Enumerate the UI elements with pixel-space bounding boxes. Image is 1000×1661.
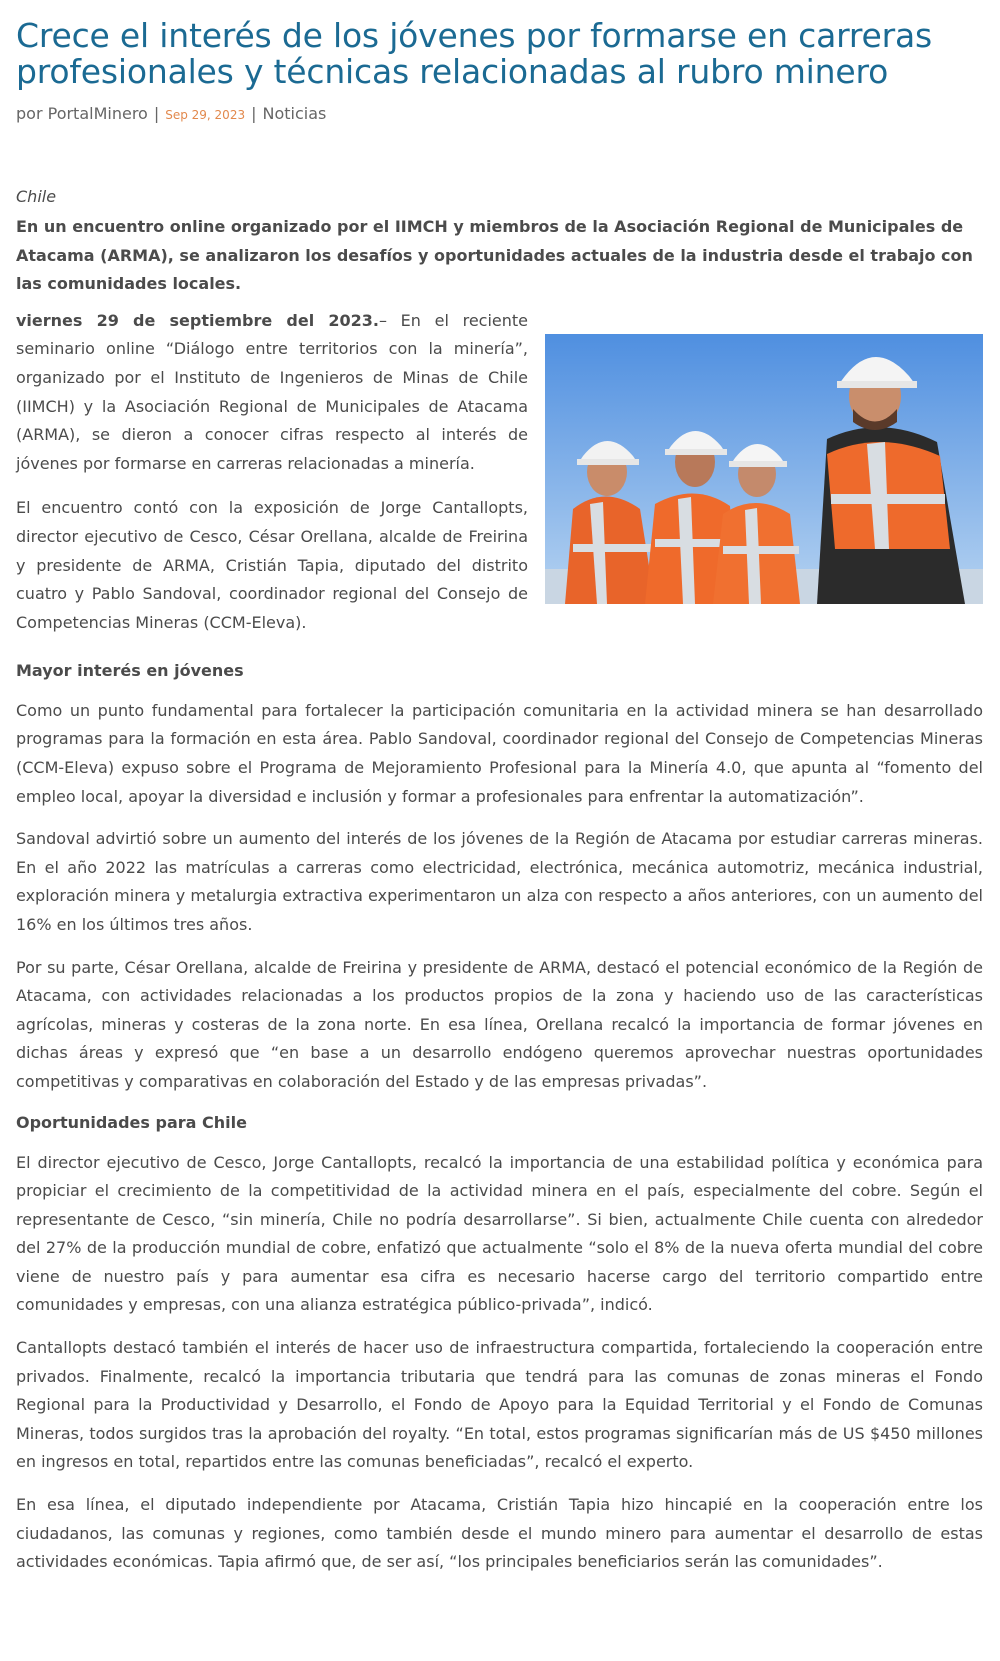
miners-photo-illustration bbox=[545, 334, 983, 604]
article-lead: En un encuentro online organizado por el IIMCH y miembros de la Asociación Regional de Municipales de Atacama (ARMA), se analizaron los desafíos y oportunidades actuales de la industria desde el trabajo con las comunidades locales. bbox=[16, 217, 973, 294]
article-location: Chile bbox=[16, 187, 57, 206]
article-title[interactable]: Crece el interés de los jóvenes por formarse en carreras profesionales y técnicas relacionadas al rubro minero bbox=[16, 16, 933, 91]
dateline: viernes 29 de septiembre del 2023. bbox=[16, 310, 379, 330]
article-photo bbox=[545, 334, 983, 604]
meta-separator: | bbox=[153, 104, 160, 123]
section2-paragraph-1: El director ejecutivo de Cesco, Jorge Cantallopts, recalcó la importancia de una estabilidad política y económica para propiciar el crecimiento de la competitividad de la actividad minera en el país, especialmente del cobre. Según el representante de Cesco, “sin minería, Chile no podría desarrollarse”. Si bien, actualmente Chile cuenta con alrededor del 27% de la producción mundial de cobre, enfatizó que actualmente “solo el 8% de la nueva oferta mundial del cobre viene de nuestro país y para aumentar esa cifra es necesario hacerse cargo del territorio compartido entre comunidades y empresas, con una alianza estratégica público-privada”, indicó. bbox=[16, 1152, 983, 1315]
intro-paragraph-1-text: – En el reciente seminario online “Diálogo entre territorios con la minería”, organizado por el Instituto de Ingenieros de Minas de Chile (IIMCH) y la Asociación Regional de Municipales de Atacama (ARMA), se dieron a conocer cifras respecto al interés de jóvenes por formarse en carreras relacionadas a minería. bbox=[16, 310, 529, 473]
section1-paragraph-1: Como un punto fundamental para fortalecer la participación comunitaria en la actividad minera se han desarrollado programas para la formación en esta área. Pablo Sandoval, coordinador regional del Consejo de Competencias Mineras (CCM-Eleva) expuso sobre el Programa de Mejoramiento Profesional para la Minería 4.0, que apunta al “fomento del empleo local, apoyar la diversidad e inclusión y formar a profesionales para enfrentar la automatización”. bbox=[16, 700, 983, 806]
section2-paragraph-2: Cantallopts destacó también el interés de hacer uso de infraestructura compartida, fortaleciendo la cooperación entre privados. Finalmente, recalcó la importancia tributaria que tendrá para las comunas de zonas mineras el Fondo Regional para la Productividad y Desarrollo, el Fondo de Apoyo para la Equidad Territorial y el Fondo de Comunas Mineras, todos surgidos tras la aprobación del royalty. “En total, estos programas significarían más de US $450 millones en ingresos en total, repartidos entre las comunas beneficiadas”, recalcó el experto. bbox=[16, 1338, 983, 1472]
category-link[interactable]: Noticias bbox=[262, 104, 327, 123]
meta-separator: | bbox=[251, 104, 257, 123]
article-meta bbox=[16, 104, 983, 125]
intro-paragraph-2: El encuentro contó con la exposición de Jorge Cantallopts, director ejecutivo de Cesco, César Orellana, alcalde de Freirina y presidente de ARMA, Cristián Tapia, diputado del distrito cuatro y Pablo Sandoval, coordinador regional del Consejo de Competencias Mineras (CCM-Eleva). bbox=[16, 498, 528, 632]
section1-paragraph-3: Por su parte, César Orellana, alcalde de Freirina y presidente de ARMA, destacó el potencial económico de la Región de Atacama, con actividades relacionadas a los productos propios de la zona y haciendo uso de las características agrícolas, mineras y costeras de la zona norte. En esa línea, Orellana recalcó la importancia de formar jóvenes en dichas áreas y expresó que “en base a un desarrollo endógeno queremos aprovechar nuestras oportunidades competitivas y comparativas en colaboración del Estado y de las empresas privadas”. bbox=[16, 957, 983, 1091]
section1-paragraph-2: Sandoval advirtió sobre un aumento del interés de los jóvenes de la Región de Atacama por estudiar carreras mineras. En el año 2022 las matrículas a carreras como electricidad, electrónica, mecánica automotriz, mecánica industrial, exploración minera y metalurgia extractiva experimentaron un alza con respecto a años anteriores, con un aumento del 16% en los últimos tres años. bbox=[16, 829, 983, 934]
intro-paragraph-1 bbox=[16, 307, 528, 479]
publish-date: Sep 29, 2023 bbox=[165, 108, 246, 122]
intro-text bbox=[16, 307, 528, 654]
article bbox=[16, 18, 983, 1591]
intro-section bbox=[16, 307, 983, 659]
author-link[interactable]: por PortalMinero bbox=[16, 104, 148, 123]
section2-paragraph-3: En esa línea, el diputado independiente por Atacama, Cristián Tapia hizo hincapié en la cooperación entre los ciudadanos, las comunas y regiones, como también desde el mundo minero para aumentar el desarrollo de estas actividades económicas. Tapia afirmó que, de ser así, “los principales beneficiarios serán las comunidades”. bbox=[16, 1495, 983, 1572]
section-heading-youth: Mayor interés en jóvenes bbox=[16, 660, 244, 680]
section-heading-opportunities: Oportunidades para Chile bbox=[16, 1112, 247, 1132]
